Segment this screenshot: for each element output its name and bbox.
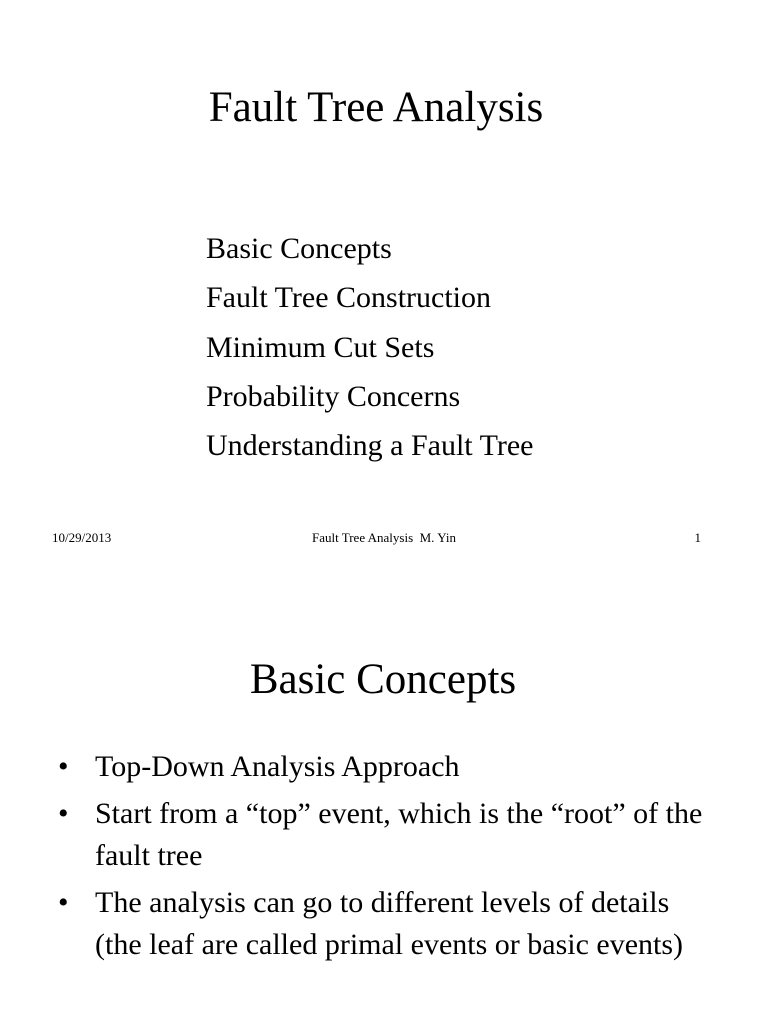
slide-title: Fault Tree Analysis	[208, 84, 544, 131]
agenda-item: Minimum Cut Sets	[206, 330, 435, 364]
agenda-item: Probability Concerns	[206, 379, 461, 413]
footer-date: 10/29/2013	[52, 530, 112, 545]
bullet-item	[58, 793, 718, 877]
bullet-text: Start from a “top” event, which is the “root” of the fault tree	[95, 797, 703, 872]
bullet-icon: •	[58, 750, 69, 783]
bullet-icon: •	[58, 797, 69, 830]
agenda-list	[206, 224, 533, 470]
slide-2	[0, 576, 768, 1024]
bullet-list	[58, 746, 718, 971]
bullet-item	[58, 746, 718, 788]
slide-title: Basic Concepts	[249, 656, 517, 703]
bullet-text: The analysis can go to different levels of details (the leaf are called primal events or basic events)	[95, 886, 684, 961]
page-number: 1	[694, 530, 701, 545]
bullet-text: Top-Down Analysis Approach	[95, 750, 460, 783]
agenda-item: Understanding a Fault Tree	[206, 429, 534, 463]
footer-title-text: Fault Tree Analysis M. Yin	[312, 530, 456, 545]
footer-title	[0, 531, 768, 544]
agenda-item: Fault Tree Construction	[206, 281, 492, 315]
bullet-item	[58, 882, 718, 966]
bullet-icon: •	[58, 886, 69, 919]
agenda-item: Basic Concepts	[206, 232, 392, 265]
